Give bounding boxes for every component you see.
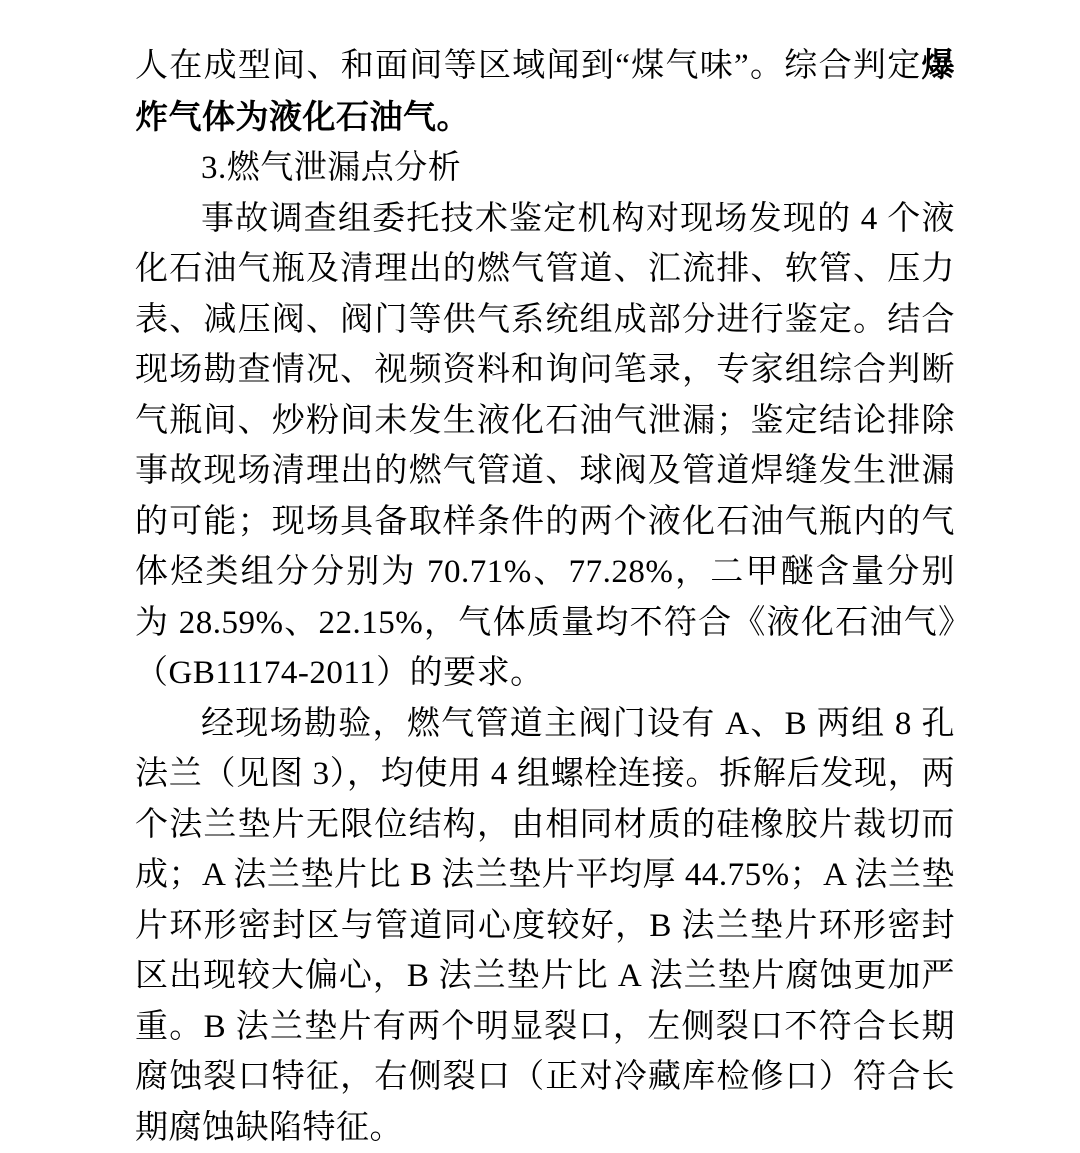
text-run: 爆炸气体为液化石油气。 xyxy=(135,46,955,135)
text-run: 3.燃气泄漏点分析 xyxy=(201,150,461,186)
document-body xyxy=(135,0,955,1153)
text-run: 人在成型间、和面间等区域闻到“煤气味”。综合判定 xyxy=(135,48,922,84)
heading-gas-leak-point-analysis xyxy=(135,143,955,194)
text-run: 经现场勘验，燃气管道主阀门设有 A、B 两组 8 孔法兰（见图 3），均使用 4 组螺栓连接。拆解后发现，两个法兰垫片无限位结构，由相同材质的硅橡胶片裁切而成；A 法兰垫片比 B 法兰垫片平均厚 44.75%；A 法兰垫片环形密封区与管道同心度较好，B 法兰垫片环形密封区出现较大偏心，B 法兰垫片比 A 法兰垫片腐蚀更加严重。B 法兰垫片有两个明显裂口，左侧裂口不符合长期腐蚀裂口特征，右侧裂口（正对冷藏库检修口）符合长期腐蚀缺陷特征。 xyxy=(135,706,955,1146)
paragraph-explosion-conclusion xyxy=(135,40,955,143)
text-run: 事故调查组委托技术鉴定机构对现场发现的 4 个液化石油气瓶及清理出的燃气管道、汇流排、软管、压力表、减压阀、阀门等供气系统组成部分进行鉴定。结合现场勘查情况、视频资料和询问笔录，专家组综合判断气瓶间、炒粉间未发生液化石油气泄漏；鉴定结论排除事故现场清理出的燃气管道、球阀及管道焊缝发生泄漏的可能；现场具备取样条件的两个液化石油气瓶内的气体烃类组分分别为 70.71%、77.28%，二甲醚含量分别为 28.59%、22.15%，气体质量均不符合《液化石油气》（GB11174-2011）的要求。 xyxy=(135,201,955,692)
paragraph-appraisal-findings xyxy=(135,194,955,699)
paragraph-flange-inspection xyxy=(135,699,955,1153)
